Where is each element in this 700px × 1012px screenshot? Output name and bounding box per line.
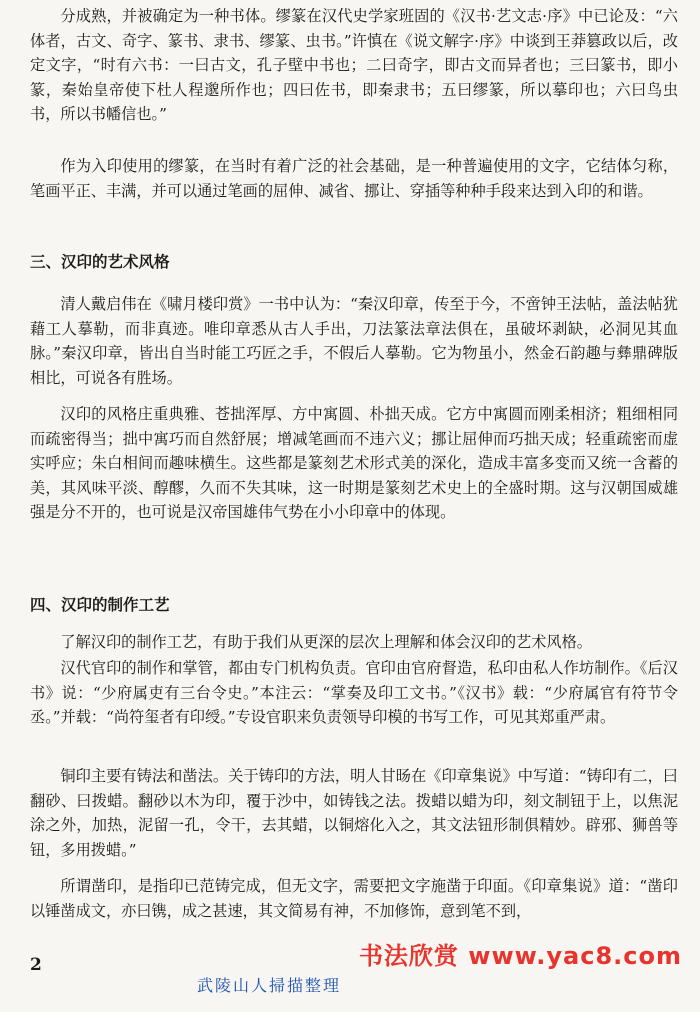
site-watermark: 书法欣赏 www.yac8.com [358, 942, 682, 970]
paragraph-6: 汉代官印的制作和掌管，都由专门机构负责。官印由官府督造，私印由私人作坊制作。《后汉书》说：“少府属吏有三台令史。”本注云：“掌奏及印工文书。”《汉书》载：“少府属官有符节令丞。”并载：“尚符玺者有印绶。”专设官职来负责领导印模的书写工作，可见其郑重严肃。 [30, 659, 678, 727]
paragraph-4: 汉印的风格庄重典雅、苍拙浑厚、方中寓圆、朴拙天成。它方中寓圆而刚柔相济；粗细相同而疏密得当；拙中寓巧而自然舒展；增减笔画而不违六义；挪让屈伸而巧拙天成；轻重疏密而虚实呼应；朱白相间而趣味横生。这些都是篆刻艺术形式美的深化，造成丰富多变而又统一含蓄的美，其风味平淡、醇醪，久而不失其味，这一时期是篆刻艺术史上的全盛时期。这与汉朝国威雄强是分不开的，也可说是汉帝国雄伟气势在小小印章中的体现。 [30, 405, 678, 522]
section-heading-3: 三、汉印的艺术风格 [30, 253, 170, 271]
paragraph-7: 铜印主要有铸法和凿法。关于铸印的方法，明人甘旸在《印章集说》中写道：“铸印有二，曰翻砂、曰拨蜡。翻砂以木为印，覆于沙中，如铸钱之法。拨蜡以蜡为印，刻文制钮于上，以焦泥涂之外，加热，泥留一孔，令干，去其蜡，以铜熔化入之，其文法钮形制俱精妙。辟邪、狮兽等钮，多用拨蜡。” [30, 767, 678, 859]
paragraph-3: 清人戴启伟在《啸月楼印赏》一书中认为：“秦汉印章，传至于今，不啻钟王法帖，盖法帖犹藉工人摹勒，而非真迹。唯印章悉从古人手出，刀法篆法章法俱在，虽破坏剥缺，必洞见其血脉。”秦汉印章，皆出自当时能工巧匠之手，不假后人摹勒。它为物虽小，然金石韵趣与彝鼎碑版相比，可说各有胜场。 [30, 295, 678, 387]
paragraph-1: 分成熟，并被确定为一种书体。缪篆在汉代史学家班固的《汉书·艺文志·序》中已论及：“六体者，古文、奇字、篆书、隶书、缪篆、虫书。”许慎在《说文解字·序》中谈到王莽篡政以后，改定文字，“时有六书：一曰古文，孔子壁中书也；二曰奇字，即古文而异者也；三曰篆书，即小篆，秦始皇帝使下杜人程邈所作也；四曰佐书，即秦隶书；五曰缪篆，所以摹印也；六曰鸟虫书，所以书幡信也。” [30, 7, 678, 124]
paragraph-5: 了解汉印的制作工艺，有助于我们从更深的层次上理解和体会汉印的艺术风格。 [60, 633, 592, 651]
paragraph-2: 作为入印使用的缪篆，在当时有着广泛的社会基础，是一种普遍使用的文字，它结体匀称，笔画平正、丰满，并可以通过笔画的屈伸、减省、挪让、穿插等种种手段来达到入印的和谐。 [30, 157, 678, 200]
scan-credit: 武陵山人掃描整理 [197, 976, 342, 995]
paragraph-8: 所谓凿印，是指印已范铸完成，但无文字，需要把文字施凿于印面。《印章集说》道：“凿印以锤凿成文，亦曰镌，成之甚速，其文简易有神，不加修饰，意到笔不到， [30, 877, 678, 920]
page-number: 2 [30, 955, 42, 975]
section-heading-4: 四、汉印的制作工艺 [30, 596, 170, 614]
